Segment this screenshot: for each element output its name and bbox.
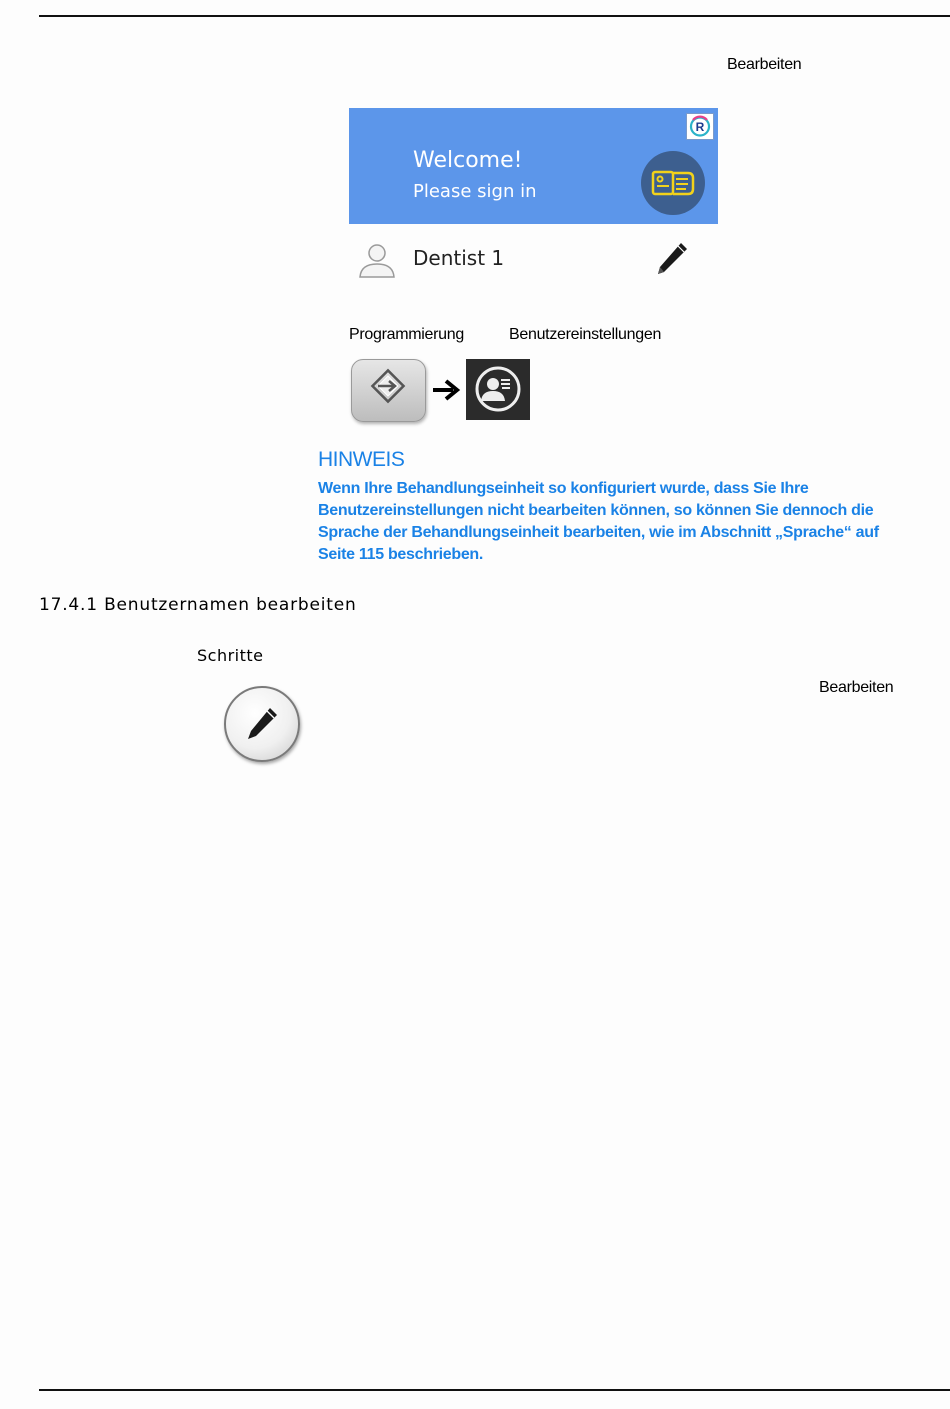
bottom-rule	[39, 1389, 950, 1391]
note-line: Benutzereinstellungen nicht bearbeiten können, so können Sie dennoch die	[318, 502, 874, 519]
programming-icon	[352, 360, 425, 421]
programming-button[interactable]	[351, 359, 426, 422]
svg-text:R: R	[695, 120, 705, 134]
pencil-icon	[226, 688, 298, 760]
path-user-settings-label: Benutzereinstellungen	[509, 326, 662, 343]
arrow-right-icon	[431, 377, 461, 403]
welcome-text: Welcome!	[413, 148, 523, 173]
edit-button[interactable]	[224, 686, 300, 762]
user-settings-button[interactable]	[466, 359, 530, 420]
user-row[interactable]	[349, 232, 718, 284]
user-name: Dentist 1	[413, 246, 505, 270]
note-body	[318, 478, 948, 566]
note-line: Sprache der Behandlungseinheit bearbeiten, wie im Abschnitt „Sprache“ auf	[318, 524, 879, 541]
pencil-icon[interactable]	[654, 240, 690, 280]
section-heading: 17.4.1 Benutzernamen bearbeiten	[39, 595, 357, 615]
steps-label: Schritte	[197, 646, 264, 665]
r-logo-icon	[686, 113, 714, 140]
top-rule	[39, 15, 950, 17]
user-icon	[357, 242, 397, 278]
note-line: Wenn Ihre Behandlungseinheit so konfiguriert wurde, dass Sie Ihre	[318, 480, 809, 497]
hand-card-icon	[641, 151, 705, 215]
note-line: Seite 115 beschrieben.	[318, 546, 484, 563]
header-edit-label: Bearbeiten	[727, 56, 802, 73]
sign-in-text: Please sign in	[413, 181, 537, 202]
note-title: HINWEIS	[318, 448, 405, 471]
welcome-banner	[349, 108, 718, 224]
user-settings-icon	[466, 359, 530, 420]
hand-card-button[interactable]	[641, 151, 705, 215]
path-programming-label: Programmierung	[349, 326, 464, 343]
step-edit-label: Bearbeiten	[819, 679, 894, 696]
